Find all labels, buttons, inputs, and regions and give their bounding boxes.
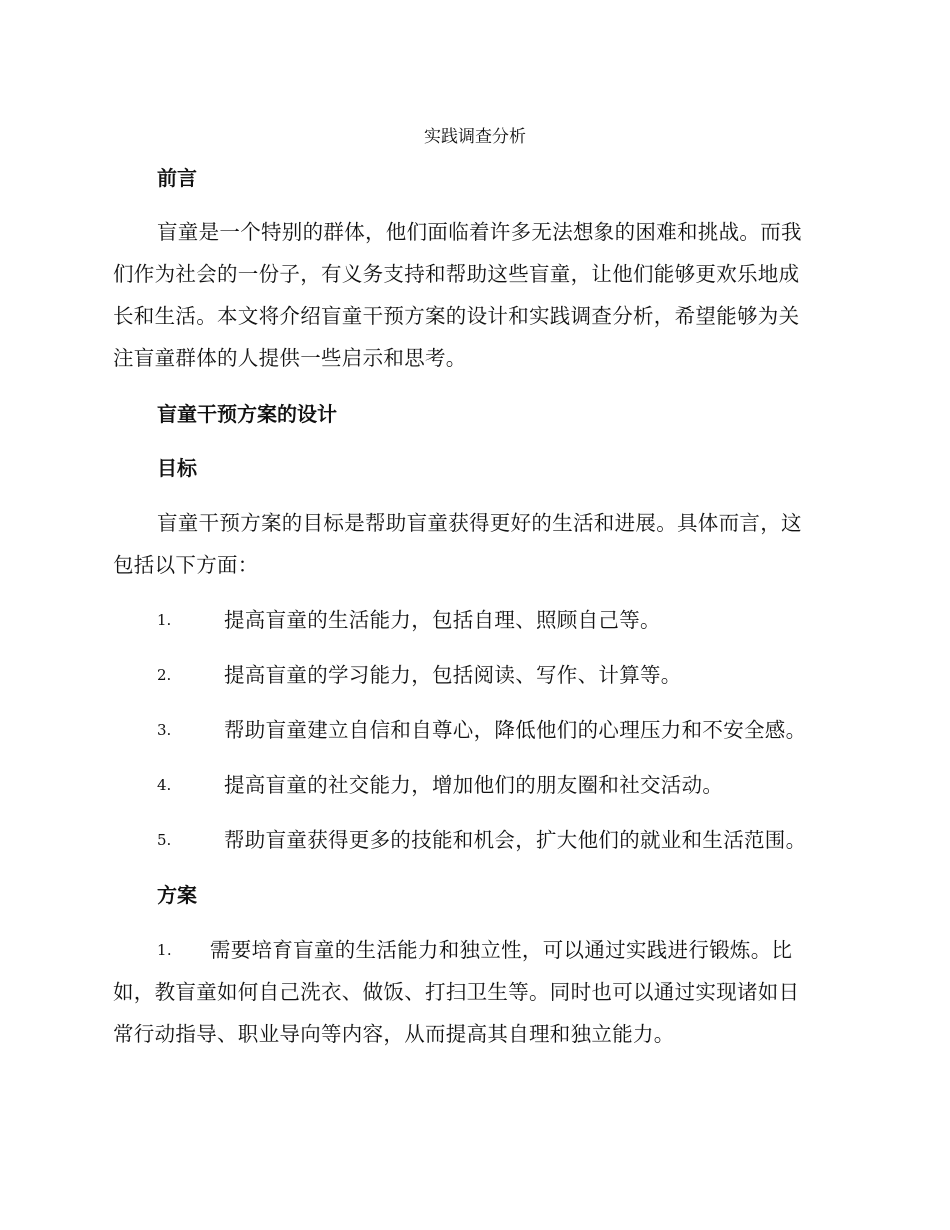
plan-item-number: 1.: [157, 941, 172, 959]
list-text: 提高盲童的社交能力，增加他们的朋友圈和社交活动。: [224, 773, 724, 797]
paragraph-line: 盲童干预方案的目标是帮助盲童获得更好的生活和进展。具体而言，这: [157, 511, 802, 535]
list-item: [0, 715, 950, 745]
paragraph-plan: [113, 929, 833, 1055]
list-text: 提高盲童的生活能力，包括自理、照顾自己等。: [224, 608, 661, 632]
paragraph-line: 盲童是一个特别的群体，他们面临着许多无法想象的困难和挑战。而我: [157, 220, 802, 244]
heading-goals: 目标: [157, 456, 197, 480]
heading-design: 盲童干预方案的设计: [157, 402, 337, 426]
heading-preface: 前言: [157, 166, 197, 190]
paragraph-line: 注盲童群体的人提供一些启示和思考。: [113, 346, 467, 370]
list-text: 帮助盲童建立自信和自尊心，降低他们的心理压力和不安全感。: [224, 718, 807, 742]
list-number: 5.: [157, 831, 172, 849]
paragraph-preface: [113, 211, 833, 379]
document-title: 实践调查分析: [424, 127, 526, 147]
list-item: [0, 605, 950, 635]
list-text: 帮助盲童获得更多的技能和机会，扩大他们的就业和生活范围。: [224, 828, 807, 852]
list-item: [0, 660, 950, 690]
list-number: 4.: [157, 776, 172, 794]
list-number: 2.: [157, 666, 172, 684]
list-item: [0, 770, 950, 800]
paragraph-line: 包括以下方面：: [113, 553, 259, 577]
list-text: 提高盲童的学习能力，包括阅读、写作、计算等。: [224, 663, 682, 687]
paragraph-line: 们作为社会的一份子，有义务支持和帮助这些盲童，让他们能够更欢乐地成: [113, 262, 800, 286]
paragraph-goals: [113, 502, 833, 586]
paragraph-line: 长和生活。本文将介绍盲童干预方案的设计和实践调查分析，希望能够为关: [113, 304, 800, 328]
plan-line-text: 需要培育盲童的生活能力和独立性，可以通过实践进行锻炼。比: [209, 938, 793, 962]
heading-plan: 方案: [157, 883, 197, 907]
paragraph-line: 常行动指导、职业导向等内容，从而提高其自理和独立能力。: [113, 1022, 675, 1046]
paragraph-line: [113, 929, 833, 971]
paragraph-line: 如，教盲童如何自己洗衣、做饭、打扫卫生等。同时也可以通过实现诸如日: [113, 980, 800, 1004]
list-item: [0, 825, 950, 855]
list-number: 3.: [157, 721, 172, 739]
list-number: 1.: [157, 611, 172, 629]
